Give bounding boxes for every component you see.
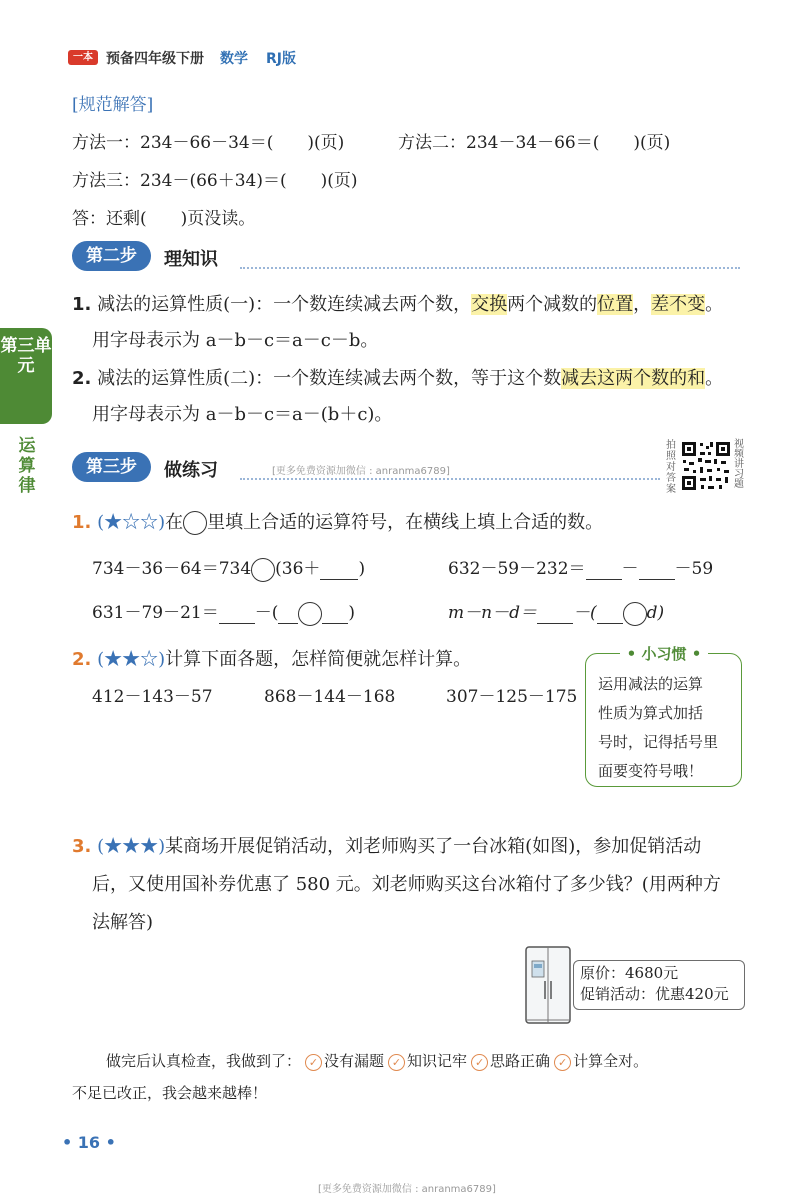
calc-expr-2: 868－144－168 — [264, 687, 396, 707]
answer-tag: [规范解答] — [72, 95, 154, 115]
step2-divider — [240, 267, 740, 269]
property-one — [72, 290, 723, 316]
property-one-formula: 用字母表示为 a－b－c＝a－c－b。 — [92, 330, 379, 351]
property-one-text-b: 两个减数的 — [507, 294, 598, 315]
price-label — [573, 960, 745, 1010]
self-check-closing: 不足已改正，我会越来越棒！ — [72, 1084, 268, 1102]
operator-circle-icon — [183, 511, 207, 535]
answer-blank[interactable] — [597, 603, 623, 624]
step2-pill: 第二步 — [72, 241, 151, 271]
item-number: 1. — [72, 294, 92, 315]
highlight-sum: 减去这两个数的和 — [561, 368, 706, 389]
q3-line-1: 某商场开展促销活动，刘老师购买了一台冰箱(如图)，参加促销活动 — [165, 836, 702, 857]
answer-blank[interactable] — [537, 603, 573, 624]
exercise-1: 734－36－64＝734 (36＋ ) — [92, 554, 365, 582]
original-price: 原价：4680元 — [580, 964, 679, 982]
calc-expr-3: 307－125－175 — [446, 687, 578, 707]
property-one-text: 减法的运算性质(一)：一个数连续减去两个数， — [97, 294, 472, 315]
answer-blank[interactable] — [322, 603, 348, 624]
period: 。 — [705, 368, 724, 389]
item-number: 2. — [72, 368, 92, 389]
q2-text: 计算下面各题，怎样简便就怎样计算。 — [165, 649, 472, 670]
tip-text: 运用减法的运算 性质为算式加括 号时，记得括号里 面要变符号哦！ — [598, 675, 719, 780]
exercise-3: 631－79－21＝ －( ) — [92, 598, 355, 626]
step3-title: 做练习 — [164, 460, 218, 481]
answer-blank[interactable] — [278, 603, 298, 624]
page-number: • 16 • — [62, 1133, 116, 1152]
book-grade: 预备四年级下册 — [106, 51, 204, 67]
comma: ， — [633, 294, 652, 315]
highlight-unchanged: 差不变 — [651, 294, 706, 315]
highlight-swap: 交换 — [471, 294, 508, 315]
answer-blank[interactable] — [219, 603, 255, 624]
property-two-formula: 用字母表示为 a－b－c＝a－(b＋c)。 — [92, 404, 393, 425]
self-check: 做完后认真检查，我做到了： ✓ 没有漏题 ✓ 知识记牢 ✓ 思路正确 ✓ 计算全对。 — [106, 1052, 649, 1070]
property-two-text: 减法的运算性质(二)：一个数连续减去两个数，等于这个数 — [97, 368, 562, 389]
unit-side-tab: 第三单元 — [0, 328, 52, 424]
series-badge: 一本 — [68, 50, 98, 65]
check-icon[interactable]: ✓ — [471, 1054, 488, 1071]
period: 。 — [705, 294, 724, 315]
exercise-2: 632－59－232＝ － －59 — [448, 559, 714, 579]
question-number: 1. — [72, 512, 92, 533]
check-icon[interactable]: ✓ — [388, 1054, 405, 1071]
step3-divider — [240, 478, 660, 480]
question-2 — [72, 645, 471, 671]
watermark: [更多免费资源加微信 : anranma6789] — [272, 466, 450, 477]
qr-caption-right: 视频讲习题 — [734, 439, 744, 490]
book-version: RJ版 — [266, 51, 296, 67]
question-number: 3. — [72, 836, 92, 857]
answer-line: 答：还剩( )页没读。 — [72, 209, 256, 229]
highlight-position: 位置 — [597, 294, 634, 315]
method-three: 方法三：234－(66＋34)＝( )(页) — [72, 171, 358, 191]
answer-blank[interactable] — [586, 559, 622, 580]
question-number: 2. — [72, 649, 92, 670]
q3-line-2: 后，又使用国补券优惠了 580 元。刘老师购买这台冰箱付了多少钱？(用两种方 — [92, 874, 721, 895]
footer-watermark: [更多免费资源加微信 : anranma6789] — [318, 1184, 496, 1195]
question-3 — [72, 832, 701, 858]
question-1 — [72, 508, 603, 535]
check-icon[interactable]: ✓ — [305, 1054, 322, 1071]
method-one: 方法一：234－66－34＝( )(页) — [72, 133, 345, 153]
answer-blank[interactable] — [639, 559, 675, 580]
q1-text-b: 里填上合适的运算符号，在横线上填上合适的数。 — [207, 512, 604, 533]
topic-side-label: 运算律 — [18, 436, 36, 496]
refrigerator-icon — [524, 945, 572, 1025]
exercise-4: m－n－d＝ －( d) — [448, 598, 664, 626]
step2-title: 理知识 — [164, 249, 218, 270]
method-two: 方法二：234－34－66＝( )(页) — [398, 133, 671, 153]
calc-expr-1: 412－143－57 — [92, 687, 213, 707]
difficulty-stars: (★★☆) — [97, 649, 166, 670]
book-subject: 数学 — [220, 51, 248, 67]
promotion: 促销活动：优惠420元 — [580, 985, 729, 1003]
difficulty-stars: (★☆☆) — [97, 512, 166, 533]
answer-blank[interactable] — [320, 559, 358, 580]
q3-line-3: 法解答) — [92, 912, 154, 933]
qr-code-icon[interactable] — [680, 440, 732, 492]
q1-text-a: 在 — [165, 512, 184, 533]
step3-pill: 第三步 — [72, 452, 151, 482]
difficulty-stars: (★★★) — [97, 836, 166, 857]
qr-caption-left: 拍照对答案 — [666, 440, 676, 495]
tip-title: • 小习惯 • — [620, 643, 708, 663]
check-icon[interactable]: ✓ — [554, 1054, 571, 1071]
property-two — [72, 364, 723, 390]
answer-circle[interactable] — [623, 602, 647, 626]
answer-circle[interactable] — [251, 558, 275, 582]
answer-circle[interactable] — [298, 602, 322, 626]
